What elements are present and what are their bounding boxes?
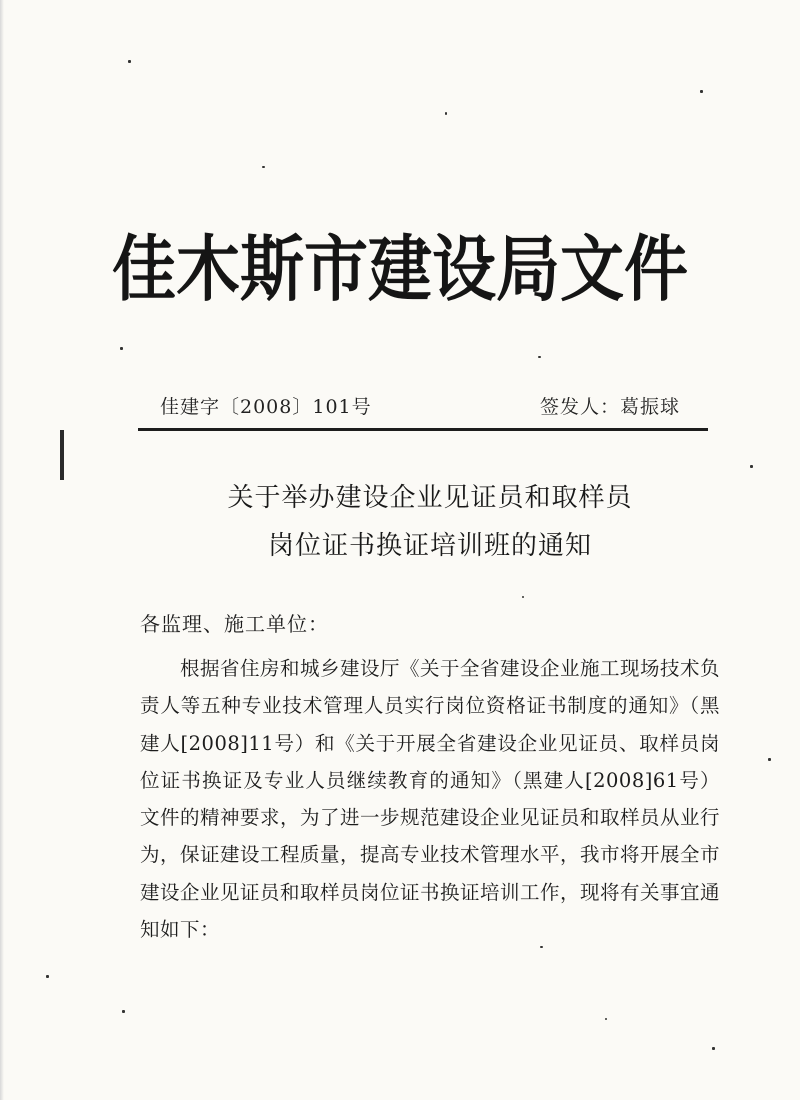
body-paragraph: 根据省住房和城乡建设厅《关于全省建设企业施工现场技术负责人等五种专业技术管理人员实行岗位资格证书制度的通知》（黑建人[2008]11号）和《关于开展全省建设企业见证员、取样员岗位证书换证及专业人员继续教育的通知》（黑建人[2008]61号）文件的精神要求，为了进一步规范建设企业见证员和取样员从业行为，保证建设工程质量，提高专业技术管理水平，我市将开展全市建设企业见证员和取样员岗位证书换证培训工作，现将有关事宜通知如下： [140,657,721,942]
header-divider [138,428,708,431]
scan-speck [700,90,703,93]
scan-speck [522,596,524,598]
scan-speck [46,975,49,978]
scan-speck [768,758,771,761]
scan-speck [712,1047,715,1050]
scan-speck [445,112,447,115]
notice-title-line-1: 关于举办建设企业见证员和取样员 [227,483,633,513]
scan-speck [538,356,541,358]
addressee: 各监理、施工单位： [140,612,329,636]
scan-speck [122,1010,125,1013]
scan-speck [128,60,131,63]
signer: 签发人：葛振球 [540,396,681,418]
document-header-title: 佳木斯市建设局文件 [112,227,688,312]
scan-speck [750,465,753,468]
scan-speck [540,946,543,948]
scan-speck [120,347,123,350]
binding-mark [60,430,64,480]
scan-speck [262,166,265,168]
document-number: 佳建字〔2008〕101号 [160,396,372,418]
scan-edge-shadow [0,0,4,1100]
scan-speck [605,1018,607,1020]
notice-title-line-2: 岗位证书换证培训班的通知 [267,531,592,561]
